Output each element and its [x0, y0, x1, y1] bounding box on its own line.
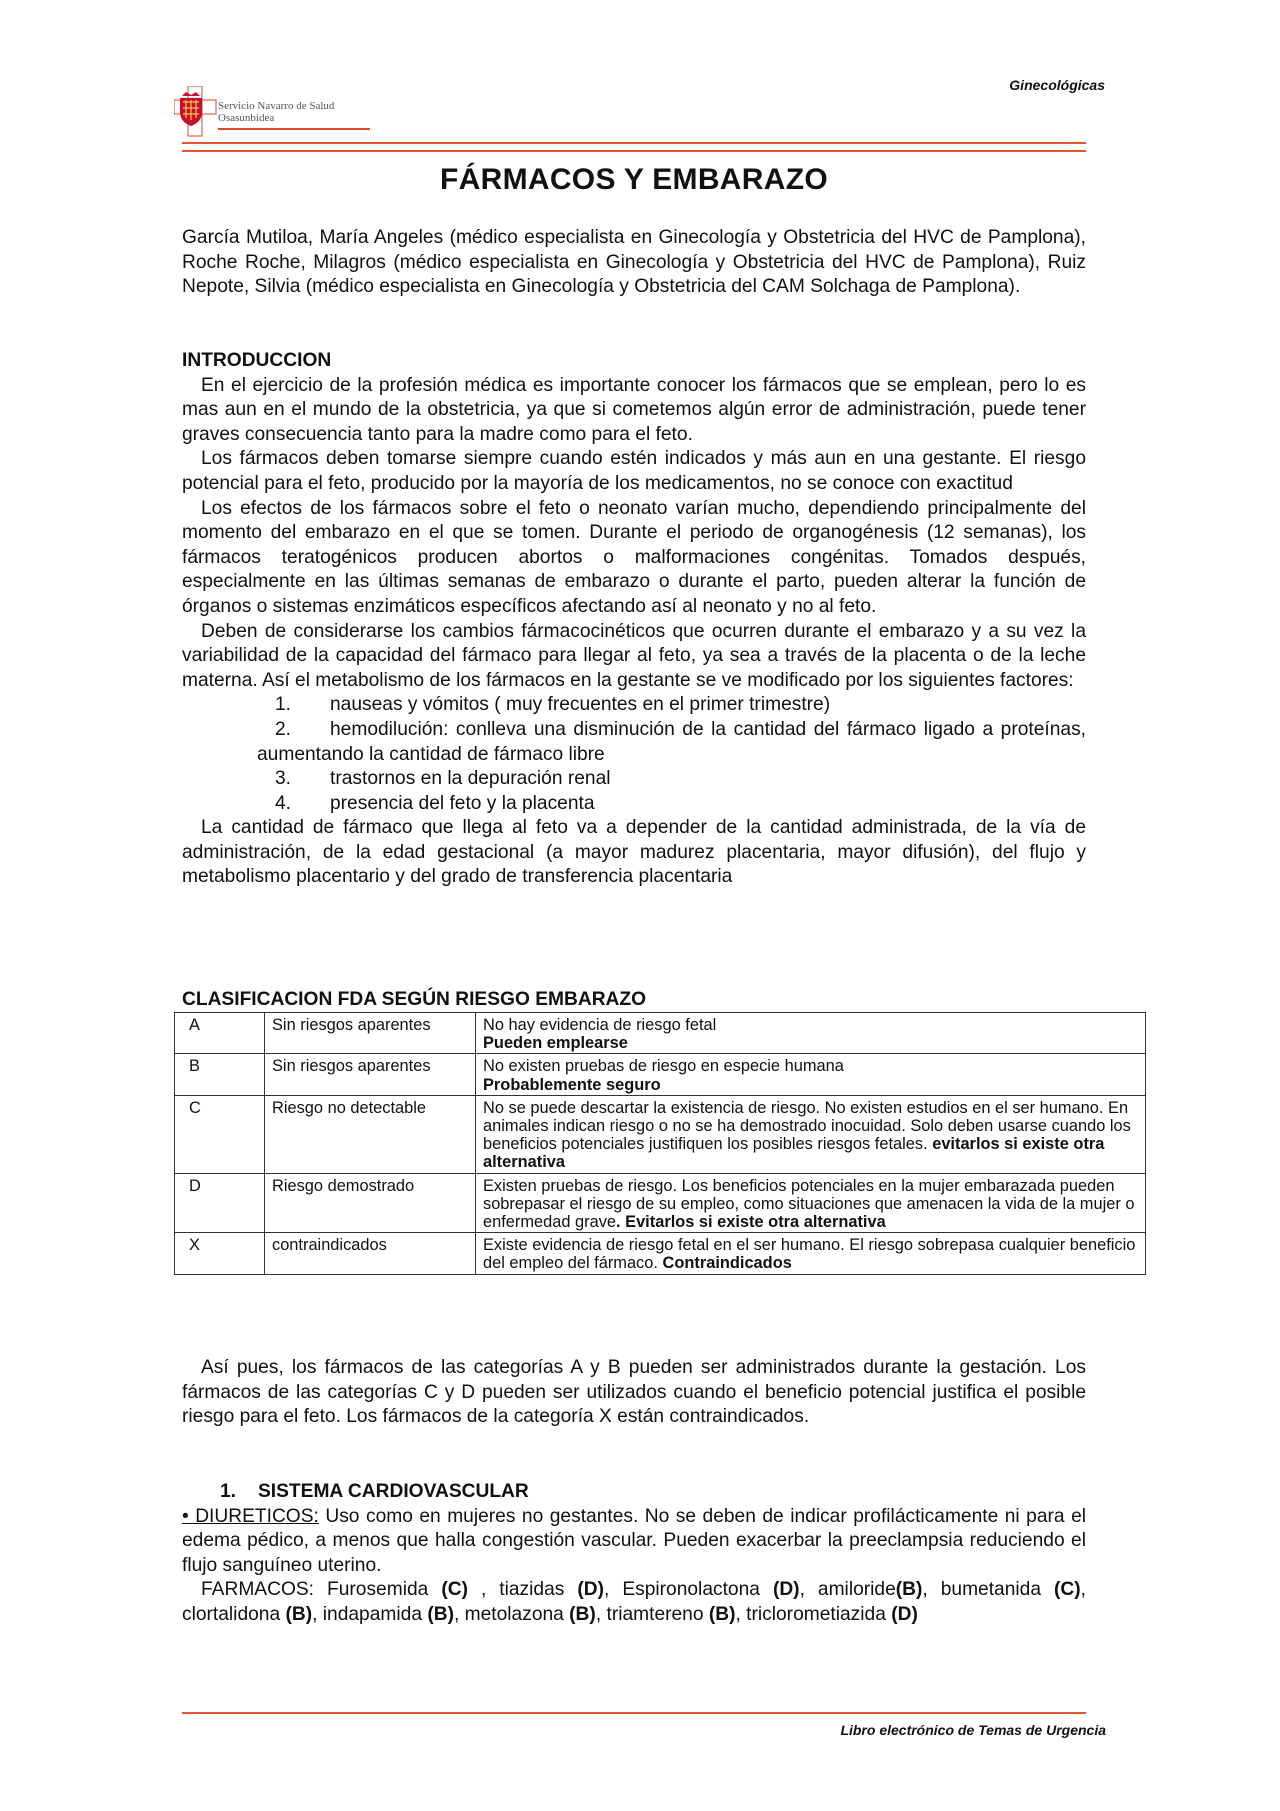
header-rule: [182, 142, 1086, 144]
table-cell-risk: Sin riesgos aparentes: [265, 1013, 476, 1054]
table-cell-category: X: [175, 1233, 265, 1274]
cardio-heading: 1. SISTEMA CARDIOVASCULAR: [220, 1481, 529, 1502]
list-item: 2. hemodilución: conlleva una disminución de la cantidad del fármaco ligado a proteínas, aumentando la cantidad de fármaco libre: [257, 718, 1086, 765]
diureticos-paragraph: • DIURETICOS: Uso como en mujeres no gestantes. No se deben de indicar profilácticamente ni para el edema pédico, a menos que halla congestión vascular. Pueden exacerbar la preeclampsia reduciendo el flujo sanguíneo uterino.: [182, 1505, 1086, 1576]
footer-rule: [182, 1712, 1086, 1714]
diureticos-label: • DIURETICOS:: [182, 1505, 319, 1527]
table-cell-risk: Riesgo demostrado: [265, 1173, 476, 1233]
intro-section: [182, 349, 1086, 890]
drug: clortalidona (B),: [182, 1603, 323, 1625]
summary-paragraph: Así pues, los fármacos de las categorías A y B pueden ser administrados durante la gestación. Los fármacos de las categorías C y D pueden ser utilizados cuando el beneficio potencial justifica el posible riesgo para el feto. Los fármacos de la categoría X están contraindicados.: [182, 1357, 1086, 1428]
fda-heading-block: [182, 988, 1086, 1013]
drug: Furosemida (C) ,: [314, 1579, 500, 1601]
table-cell-risk: Sin riesgos aparentes: [265, 1054, 476, 1095]
table-cell-category: D: [175, 1173, 265, 1233]
drug: amiloride(B),: [817, 1579, 941, 1601]
intro-paragraph: Los efectos de los fármacos sobre el feto o neonato varían mucho, dependiendo principalmente del momento del embarazo en el que se tomen. Durante el periodo de organogénesis (12 semanas), los fármacos teratogénicos producen abortos o malformaciones congénitas. Tomados después, especialmente en las últimas semanas de embarazo o durante el parto, pueden alterar la función de órganos o sistemas enzimáticos específicos afectando así al neonato y no al feto.: [182, 497, 1086, 617]
fda-table: [174, 1012, 1146, 1275]
logo-line-1: Servicio Navarro de Salud: [218, 100, 335, 112]
footer-text: Libro electrónico de Temas de Urgencia: [840, 1722, 1106, 1738]
list-item: 3. trastornos en la depuración renal: [275, 768, 611, 790]
intro-paragraph: Deben de considerarse los cambios fármacocinéticos que ocurren durante el embarazo y a su vez la variabilidad de la capacidad del fármaco para llegar al feto, ya sea a través de la placenta o de la leche materna. Así el metabolismo de los fármacos en la gestante se ve modificado por los siguientes factores:: [182, 620, 1086, 691]
authors-block: [182, 226, 1086, 300]
table-cell-risk: Riesgo no detectable: [265, 1095, 476, 1173]
logo-underline: [218, 128, 370, 130]
page-title: FÁRMACOS Y EMBARAZO: [440, 163, 828, 196]
table-cell-category: B: [175, 1054, 265, 1095]
table-cell-category: A: [175, 1013, 265, 1054]
drug: triamtereno (B),: [606, 1603, 747, 1625]
header-rule: [182, 150, 1086, 152]
cardio-section: [182, 1480, 1086, 1628]
navarra-shield-icon: [174, 86, 218, 138]
intro-paragraph: La cantidad de fármaco que llega al feto va a depender de la cantidad administrada, de la vía de administración, de la edad gestacional (a mayor madurez placentaria, mayor difusión), del flujo y metabolismo placentario y del grado de transferencia placentaria: [182, 817, 1086, 888]
drug: metolazona (B),: [464, 1603, 607, 1625]
table-row: [175, 1054, 1146, 1095]
table-cell-category: C: [175, 1095, 265, 1173]
farmacos-paragraph: FARMACOS: Furosemida (C) , tiazidas (D), Espironolactona (D), amiloride(B), bumetanida (C), clortalidona (B), indapamida (B), metolazona (B), triamtereno (B), triclorometiazida (D): [182, 1579, 1086, 1625]
table-cell-risk: contraindicados: [265, 1233, 476, 1274]
list-item: 4. presencia del feto y la placenta: [275, 792, 595, 814]
drug: indapamida (B),: [322, 1603, 465, 1625]
table-cell-description: Existe evidencia de riesgo fetal en el ser humano. El riesgo sobrepasa cualquier beneficio del empleo del fármaco. Contraindicados: [476, 1233, 1146, 1274]
logo: [174, 86, 374, 138]
section-label: Ginecológicas: [1009, 77, 1105, 93]
logo-line-2: Osasunbidea: [218, 112, 275, 124]
list-item: 1. nauseas y vómitos ( muy frecuentes en el primer trimestre): [275, 694, 831, 716]
table-row: [175, 1233, 1146, 1274]
drug: triclorometiazida (D): [746, 1603, 918, 1625]
table-cell-description: No se puede descartar la existencia de riesgo. No existen estudios en el ser humano. En animales indican riesgo o no se ha demostrado inocuidad. Solo deben usarse cuando los beneficios potenciales justifiquen los posibles riesgos fetales. evitarlos si existe otra alternativa: [476, 1095, 1146, 1173]
intro-paragraph: En el ejercicio de la profesión médica es importante conocer los fármacos que se emplean, pero lo es mas aun en el mundo de la obstetricia, ya que si cometemos algún error de administración, puede tener graves consecuencia tanto para la madre como para el feto.: [182, 374, 1086, 445]
table-row: [175, 1013, 1146, 1054]
fda-heading: CLASIFICACION FDA SEGÚN RIESGO EMBARAZO: [182, 989, 647, 1010]
drug: tiazidas (D),: [499, 1579, 623, 1601]
table-cell-description: No existen pruebas de riesgo en especie humana Probablemente seguro: [476, 1054, 1146, 1095]
intro-heading: INTRODUCCION: [182, 350, 332, 371]
logo-text: [218, 100, 334, 124]
table-row: [175, 1095, 1146, 1173]
table-cell-description: Existen pruebas de riesgo. Los beneficios potenciales en la mujer embarazada pueden sobrepasar el riesgo de su empleo, como situaciones que amenacen la vida de la mujer o enfermedad grave. Evitarlos si existe otra alternativa: [476, 1173, 1146, 1233]
drug: bumetanida (C),: [940, 1579, 1086, 1601]
table-cell-description: No hay evidencia de riesgo fetal Pueden emplearse: [476, 1013, 1146, 1054]
summary-block: [182, 1356, 1086, 1430]
table-row: [175, 1173, 1146, 1233]
drug: Espironolactona (D),: [622, 1579, 818, 1601]
factors-list: [182, 693, 1086, 816]
intro-paragraph: Los fármacos deben tomarse siempre cuando estén indicados y más aun en una gestante. El riesgo potencial para el feto, producido por la mayoría de los medicamentos, no se conoce con exactitud: [182, 448, 1086, 494]
authors: García Mutiloa, María Angeles (médico especialista en Ginecología y Obstetricia del HVC de Pamplona), Roche Roche, Milagros (médico especialista en Ginecología y Obstetricia del HVC de Pamplona), Ruiz Nepote, Silvia (médico especialista en Ginecología y Obstetricia del CAM Solchaga de Pamplona).: [182, 227, 1086, 298]
